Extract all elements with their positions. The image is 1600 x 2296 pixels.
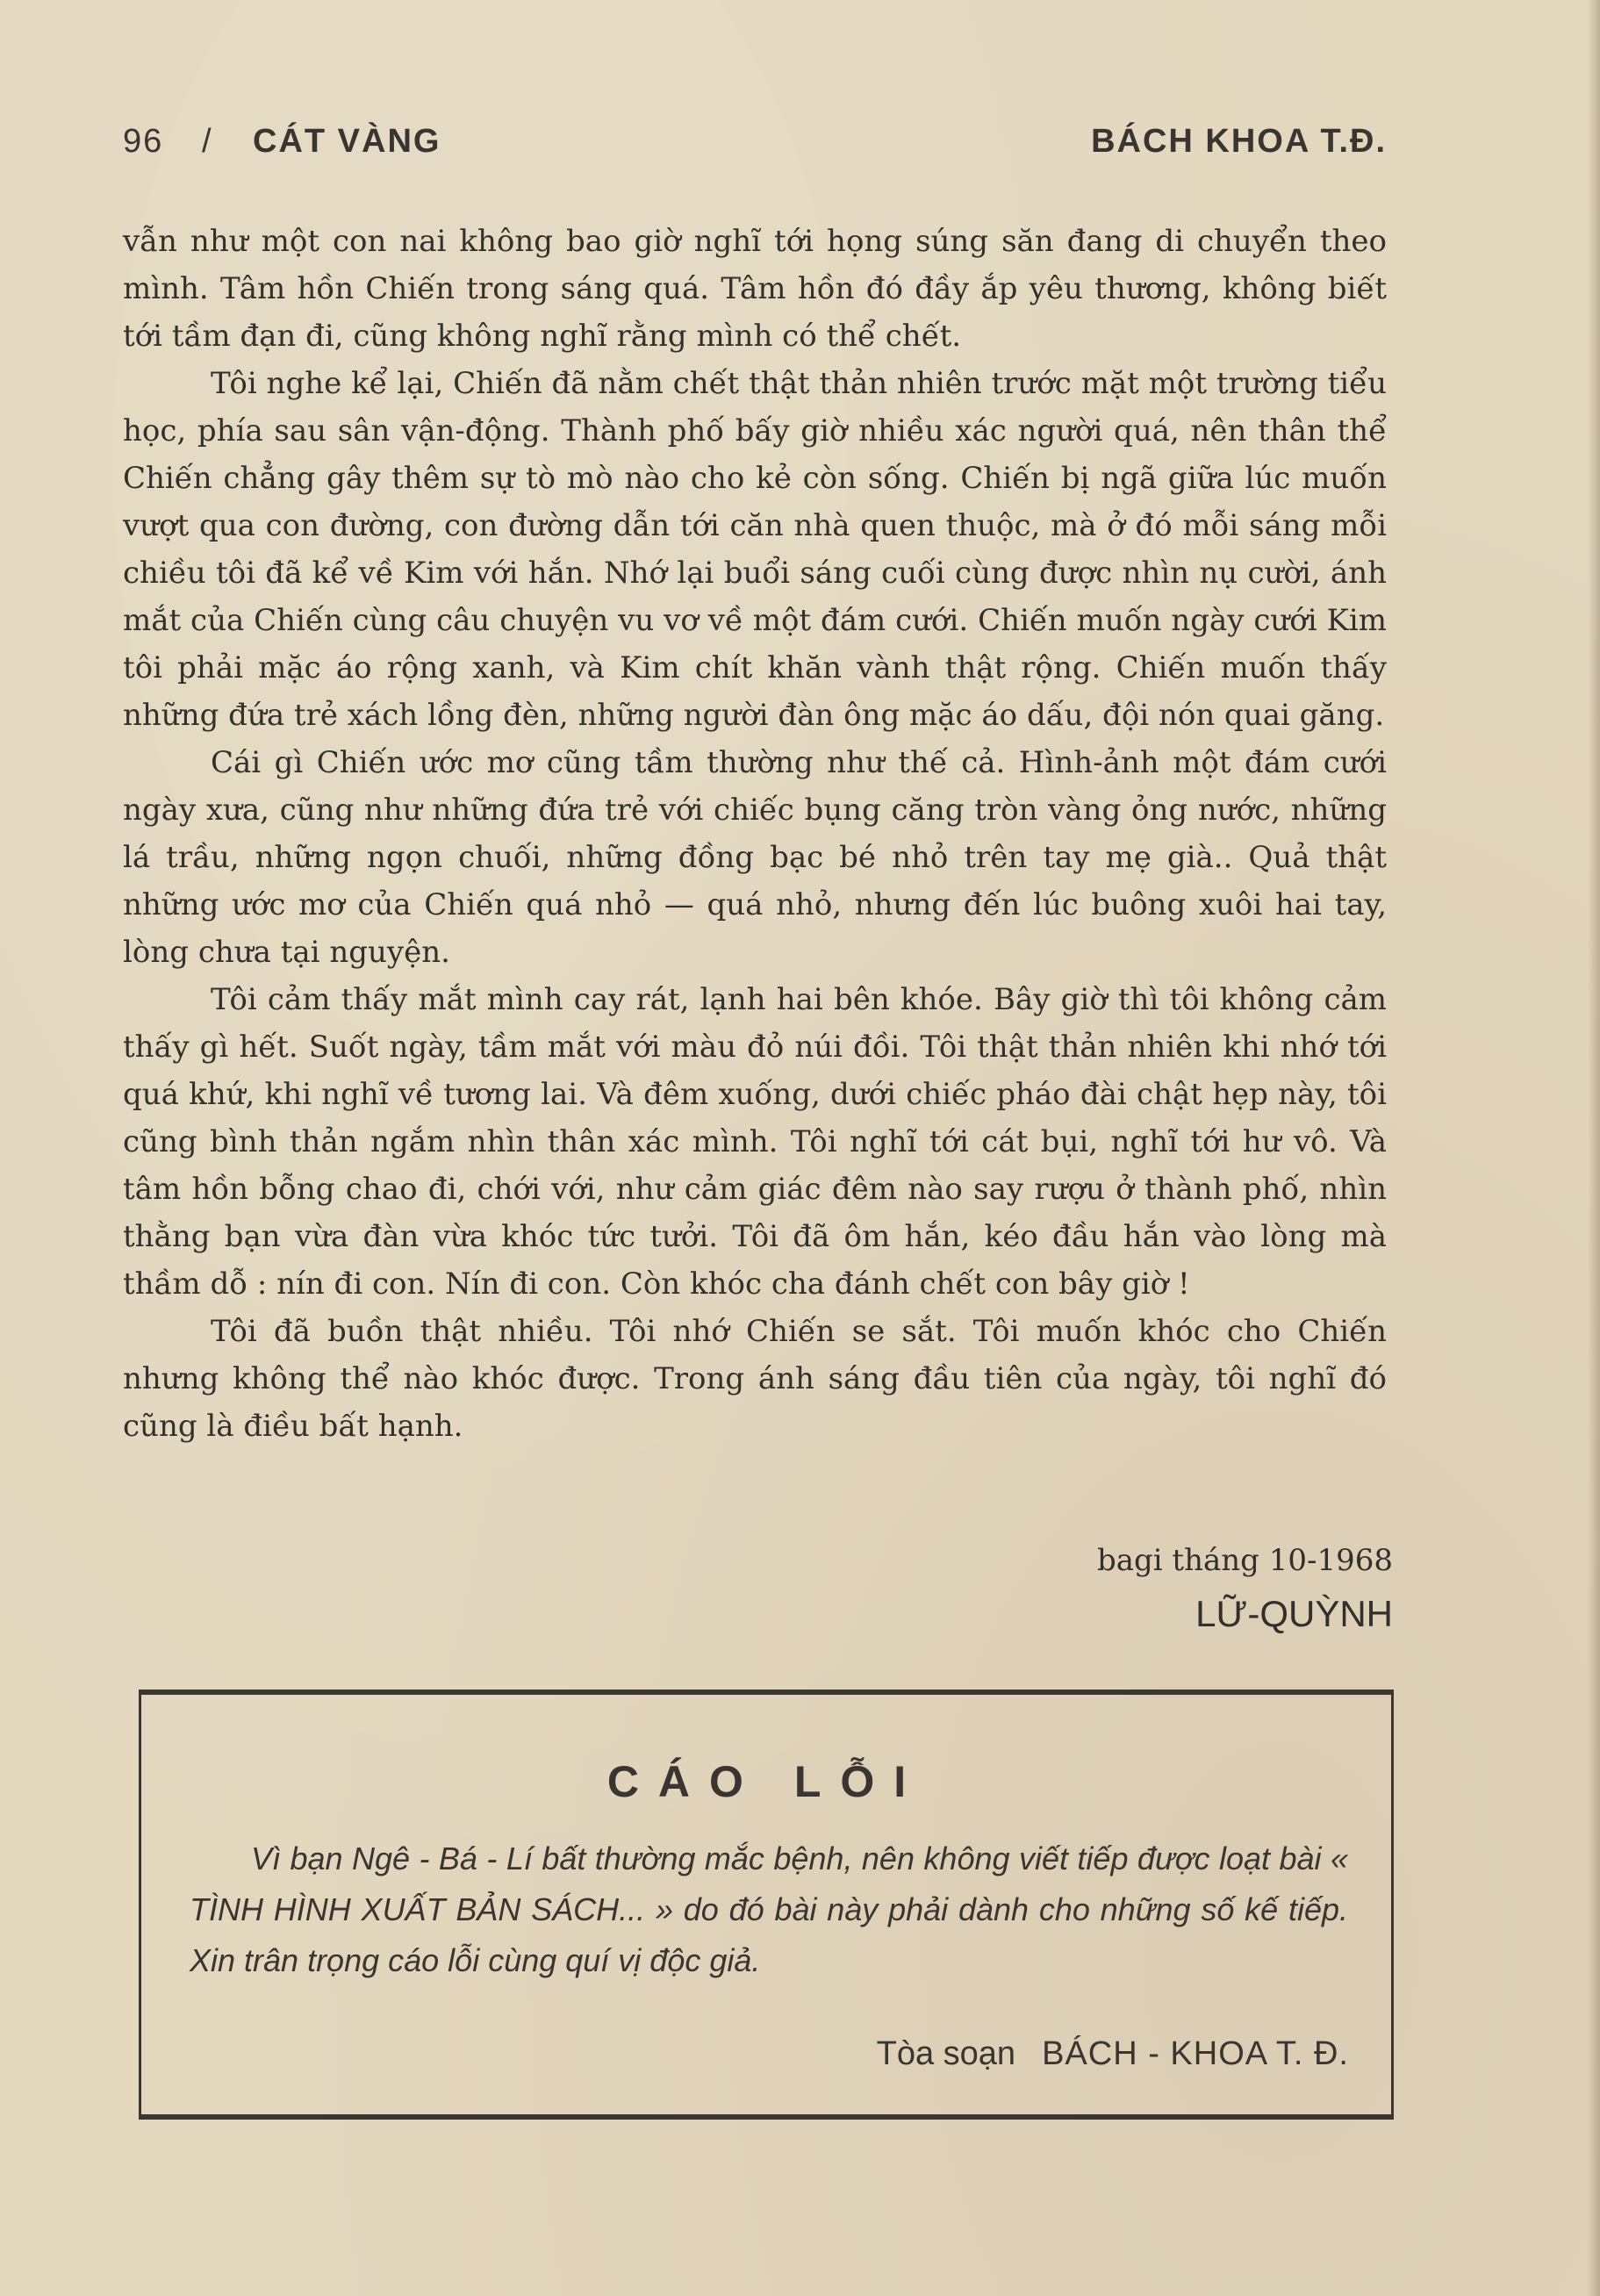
page-edge-shadow xyxy=(1588,0,1600,2296)
apology-notice-box xyxy=(139,1690,1394,2120)
notice-text-content: Vì bạn Ngê - Bá - Lí bất thường mắc bệnh, nên không viết tiếp được loạt bài « TÌNH HÌNH XUẤT BẢN SÁCH... » do đó bài này phải dành cho những số kế tiếp. Xin trân trọng cáo lỗi cùng quí vị độc giả. xyxy=(190,1840,1348,1978)
notice-title: CÁO LỖI xyxy=(606,1757,926,1806)
notice-signature-brand: BÁCH - KHOA T. Đ. xyxy=(1042,2035,1349,2072)
paragraph: Tôi cảm thấy mắt mình cay rát, lạnh hai bên khóe. Bây giờ thì tôi không cảm thấy gì hết. Suốt ngày, tầm mắt với màu đỏ núi đồi. Tôi thật thản nhiên khi nhớ tới quá khứ, khi nghĩ về tương lai. Và đêm xuống, dưới chiếc pháo đài chật hẹp này, tôi cũng bình thản ngắm nhìn thân xác mình. Tôi nghĩ tới cát bụi, nghĩ tới hư vô. Và tâm hồn bỗng chao đi, chới với, như cảm giác đêm nào say rượu ở thành phố, nhìn thằng bạn vừa đàn vừa khóc tức tưởi. Tôi đã ôm hắn, kéo đầu hắn vào lòng mà thầm dỗ : nín đi con. Nín đi con. Còn khóc cha đánh chết con bây giờ ! xyxy=(123,982,1387,1302)
page-number: 96 xyxy=(123,123,164,160)
paragraph: vẫn như một con nai không bao giờ nghĩ tới họng súng săn đang di chuyển theo mình. Tâm hồn Chiến trong sáng quá. Tâm hồn đó đầy ắp yêu thương, không biết tới tầm đạn đi, cũng không nghĩ rằng mình có thể chết. xyxy=(123,224,1387,354)
paragraph: Cái gì Chiến ước mơ cũng tầm thường như thế cả. Hình-ảnh một đám cưới ngày xưa, cũng như những đứa trẻ với chiếc bụng căng tròn vàng ỏng nước, những lá trầu, những ngọn chuối, những đồng bạc bé nhỏ trên tay mẹ già.. Quả thật những ước mơ của Chiến quá nhỏ — quá nhỏ, nhưng đến lúc buông xuôi hai tay, lòng chưa tại nguyện. xyxy=(123,745,1387,970)
header-separator: / xyxy=(202,123,213,160)
notice-text xyxy=(190,1833,1348,1986)
page-header xyxy=(123,123,1387,176)
paragraph: Tôi đã buồn thật nhiều. Tôi nhớ Chiến se sắt. Tôi muốn khóc cho Chiến nhưng không thể nào khóc được. Trong ánh sáng đầu tiên của ngày, tôi nghĩ đó cũng là điều bất hạnh. xyxy=(123,1314,1387,1444)
article-author: LỮ-QUỲNH xyxy=(1195,1593,1393,1634)
article-body xyxy=(123,218,1387,1450)
paragraph: Tôi nghe kể lại, Chiến đã nằm chết thật thản nhiên trước mặt một trường tiểu học, phía sau sân vận-động. Thành phố bấy giờ nhiều xác người quá, nên thân thể Chiến chẳng gây thêm sự tò mò nào cho kẻ còn sống. Chiến bị ngã giữa lúc muốn vượt qua con đường, con đường dẫn tới căn nhà quen thuộc, mà ở đó mỗi sáng mỗi chiều tôi đã kể về Kim với hắn. Nhớ lại buổi sáng cuối cùng được nhìn nụ cười, ánh mắt của Chiến cùng câu chuyện vu vơ về một đám cưới. Chiến muốn ngày cưới Kim tôi phải mặc áo rộng xanh, và Kim chít khăn vành thật rộng. Chiến muốn thấy những đứa trẻ xách lồng đèn, những người đàn ông mặc áo dấu, đội nón quai găng. xyxy=(123,366,1387,733)
notice-signature xyxy=(877,2035,1349,2073)
section-title: CÁT VÀNG xyxy=(253,123,441,160)
article-dateline: bagi tháng 10-1968 xyxy=(1096,1543,1393,1578)
magazine-name: BÁCH KHOA T.Đ. xyxy=(1091,123,1387,160)
notice-signature-prefix: Tòa soạn xyxy=(876,2035,1016,2072)
